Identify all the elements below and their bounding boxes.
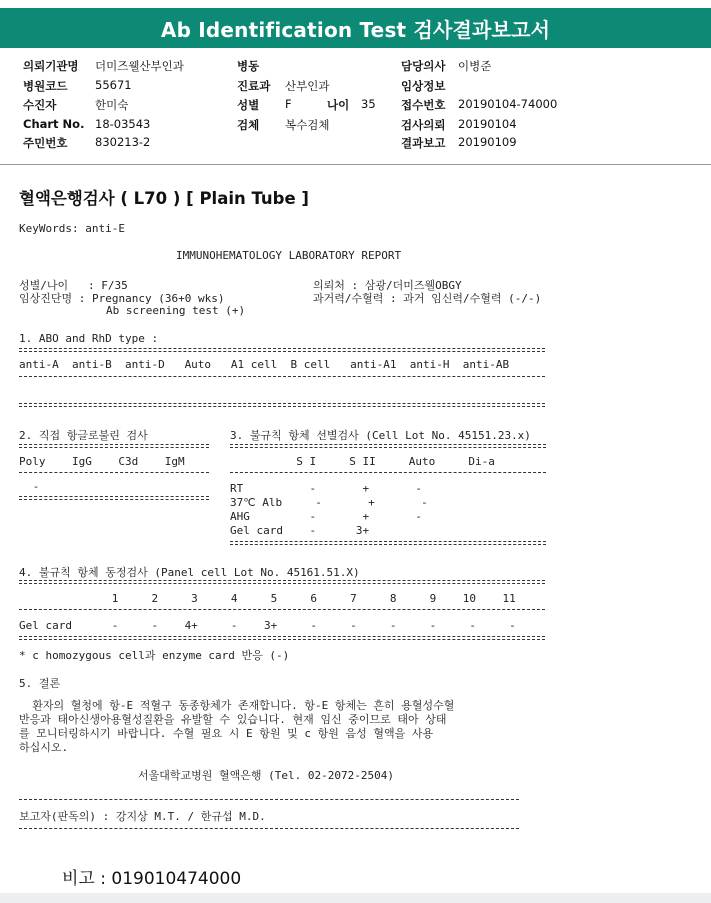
value-department: 산부인과 (285, 79, 330, 93)
label-chart-no: Chart No. (23, 117, 85, 131)
value-specimen: 복수검체 (285, 118, 330, 132)
section1-column-headers: anti-A anti-B anti-D Auto A1 cell B cell anti-A1 anti-H anti-AB (19, 358, 510, 371)
value-patient-name: 한미숙 (95, 98, 129, 112)
section1-title: 1. ABO and RhD type : (19, 332, 159, 345)
value-age: 35 (361, 97, 376, 111)
section4-header-rule (19, 609, 545, 610)
section2-bottom-rule (19, 496, 209, 500)
clinical-diagnosis: 임상진단명 : Pregnancy (36+0 wks) (19, 292, 225, 305)
section3-row-gel-card: Gel card - 3+ (230, 524, 370, 537)
section2-value: - (26, 480, 40, 493)
section3-column-headers: S I S II Auto Di-a (230, 455, 495, 468)
value-result-report-date: 20190109 (458, 135, 517, 149)
section2-column-headers: Poly IgG C3d IgM (19, 455, 185, 468)
label-physician: 담당의사 (401, 59, 446, 73)
label-age: 나이 (327, 98, 350, 112)
section4-row-gel-card: Gel card - - 4+ - 3+ - - - - - - (19, 619, 516, 632)
section4-note: * c homozygous cell과 enzyme card 반응 (-) (19, 649, 290, 662)
section1-header-rule (19, 376, 545, 377)
value-test-request-date: 20190104 (458, 117, 517, 131)
reporter: 보고자(판독의) : 강지상 M.T. / 한규섭 M.D. (19, 810, 266, 823)
reporter-bottom-rule (19, 828, 519, 829)
value-hospital-code: 55671 (95, 78, 132, 92)
label-patient-name: 수진자 (23, 98, 57, 112)
report-title: 혈액은행검사 ( L70 ) [ Plain Tube ] (19, 189, 309, 208)
value-physician: 이병준 (458, 59, 492, 73)
section3-title: 3. 불규칙 항체 선별검사 (Cell Lot No. 45151.23.x) (230, 429, 531, 442)
section4-top-rule (19, 580, 545, 584)
lab-report-title: IMMUNOHEMATOLOGY LABORATORY REPORT (176, 249, 402, 262)
reporter-top-rule (19, 799, 519, 800)
value-receipt-number: 20190104-74000 (458, 97, 558, 111)
label-department: 진료과 (237, 79, 271, 93)
conclusion-line-4: 하십시오. (19, 741, 69, 754)
label-hospital-code: 병원코드 (23, 79, 68, 93)
label-test-request-date: 검사의뢰 (401, 118, 446, 132)
report-header-bar (0, 8, 711, 48)
section3-bottom-rule (230, 541, 546, 545)
section3-row-37c-alb: 37℃ Alb - + - (230, 496, 428, 509)
label-resident-number: 주민번호 (23, 136, 68, 150)
value-resident-number: 830213-2 (95, 135, 151, 149)
section2-header-rule (19, 472, 209, 473)
bottom-margin (0, 893, 711, 903)
section4-title: 4. 불규칙 항체 동정검사 (Panel cell Lot No. 45161.51.X) (19, 566, 360, 579)
value-chart-no: 18-03543 (95, 117, 151, 131)
label-specimen: 검체 (237, 118, 260, 132)
section1-top-rule (19, 348, 545, 352)
sex-age: 성별/나이 : F/35 (19, 279, 128, 292)
section4-bottom-rule (19, 636, 545, 640)
remarks-note: 비고 : 019010474000 (62, 869, 242, 889)
report-header-title: Ab Identification Test 검사결과보고서 (160, 17, 551, 42)
ab-screening-result: Ab screening test (+) (106, 304, 246, 317)
label-sex: 성별 (237, 98, 260, 112)
section2-title: 2. 직접 항글로불린 검사 (19, 429, 148, 442)
conclusion-line-3: 를 모니터링하시기 바랍니다. 수혈 필요 시 E 항원 및 c 항원 음성 혈액을 사용 (19, 727, 434, 740)
section3-row-ahg: AHG - + - (230, 510, 423, 523)
requester: 의뢰처 : 삼광/더미즈웰OBGY (313, 279, 462, 292)
hospital-blood-bank: 서울대학교병원 혈액은행 (Tel. 02-2072-2504) (138, 769, 394, 782)
label-requesting-institution: 의뢰기관명 (23, 59, 79, 73)
label-ward: 병동 (237, 59, 260, 73)
conclusion-line-1: 환자의 혈청에 항-E 적혈구 동종항체가 존재합니다. 항-E 항체는 흔히 용혈성수혈 (19, 699, 455, 712)
label-receipt-number: 접수번호 (401, 98, 446, 112)
label-result-report-date: 결과보고 (401, 136, 446, 150)
section3-header-rule (230, 472, 546, 473)
section5-title: 5. 결론 (19, 677, 61, 690)
section4-column-headers: 1 2 3 4 5 6 7 8 9 10 11 (19, 592, 516, 605)
value-requesting-institution: 더미즈웰산부인과 (95, 59, 184, 73)
conclusion-line-2: 반응과 태아신생아용혈성질환을 유발할 수 있습니다. 현재 임신 중이므로 태아 상태 (19, 713, 447, 726)
transfusion-history: 과거력/수혈력 : 과거 임신력/수혈력 (-/-) (313, 292, 542, 305)
keywords: KeyWords: anti-E (19, 222, 125, 235)
label-clinical-info: 임상정보 (401, 79, 446, 93)
section2-top-rule (19, 444, 209, 448)
section3-row-rt: RT - + - (230, 482, 423, 495)
section3-top-rule (230, 444, 546, 448)
value-sex: F (285, 97, 292, 111)
section1-bottom-rule (19, 403, 545, 407)
